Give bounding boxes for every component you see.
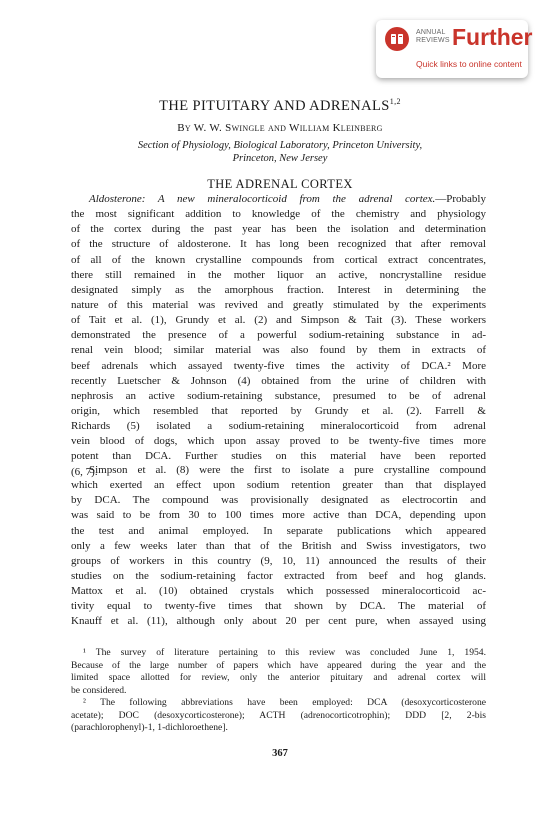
- paragraph-line-lead: [71, 192, 486, 207]
- text-line: Richards (5) isolated a sodium-retaining mineralocorticoid from adrenal: [71, 420, 486, 433]
- paragraph-lead-heading: Aldosterone: A new mineralocorticoid from the adrenal cortex.: [89, 193, 436, 205]
- footnote-1: [71, 647, 486, 697]
- badge-brand-line2: REVIEWS: [416, 37, 450, 44]
- text-line: of Tait et al. (1), Grundy et al. (2) and Simpson & Tait (3). These workers: [71, 314, 486, 327]
- text-line: Because of the large number of papers which have appeared during the year and the: [71, 659, 486, 671]
- paragraph2-lines: [71, 463, 486, 630]
- text-line: Mattox et al. (10) obtained crystals which possessed mineralocorticoid ac-: [71, 585, 486, 598]
- text-line: which exerted an effect upon sodium retention greater than that displayed: [71, 479, 486, 492]
- article-title-text: THE PITUITARY AND ADRENALS: [159, 97, 390, 114]
- text-line: renal vein blood; similar material was also found by them in extracts of: [71, 344, 486, 357]
- badge-subtitle: Quick links to online content: [416, 59, 522, 69]
- text-line: Knauff et al. (11), although only about 20 per cent pure, when assayed using: [71, 615, 486, 628]
- affiliation-line2: Princeton, New Jersey: [232, 153, 328, 164]
- page-number: 367: [272, 748, 288, 759]
- text-line: nephrosis an active sodium-retaining substance, presumed to be of adrenal: [71, 389, 486, 402]
- footnote-2: [71, 697, 486, 735]
- text-line: beef adrenals which assayed twenty-five times the activity of DCA.² More: [71, 359, 486, 372]
- footnote2-lines: [71, 697, 486, 735]
- authors: By W. W. Swingle and William Kleinberg: [177, 122, 383, 134]
- paragraph-aldosterone: [71, 192, 486, 480]
- text-line: vein blood of dogs, which upon assay proved to be twenty-five times more: [71, 435, 486, 448]
- text-line: the most significant addition to knowledge of the chemistry and physiology: [71, 208, 486, 221]
- text-line: (parachlorophenyl)-1, 1-dichloroethene].: [71, 722, 228, 733]
- footnote1-lines: [71, 647, 486, 697]
- text-line: by DCA. The compound was provisionally designated as electrocortin and: [71, 494, 486, 507]
- text-line: tivity equal to twenty-five times that shown by DCA. The material of: [71, 600, 486, 613]
- text-line: acetate); DOC (desoxycorticosterone); ACTH (adrenocorticotrophin); DDD [2, 2-bis: [71, 709, 486, 721]
- text-line: studies on the sodium-retaining factor extracted from beef and hog glands.: [71, 569, 486, 582]
- text-line: Simpson et al. (8) were the first to isolate a pure crystalline compound: [89, 464, 486, 476]
- badge-brand-line1: ANNUAL: [416, 29, 446, 36]
- text-line: ² The following abbreviations have been employed: DCA (desoxycorticosterone: [83, 697, 486, 708]
- text-line: there still remained in the mother liquor an active, noncrystalline residue: [71, 268, 486, 281]
- text-line: demonstrated the presence of a powerful sodium-retaining substance in ad-: [71, 329, 486, 342]
- text-line: potent than DCA. Further studies on this material have been reported: [71, 450, 486, 463]
- paragraph-simpson: [71, 463, 486, 630]
- text-line: groups of workers in this country (9, 10, 11) announced the results of their: [71, 554, 486, 567]
- badge-name: Further: [452, 24, 533, 50]
- further-badge-link[interactable]: [376, 20, 533, 78]
- title-footnote-marks: 1,2: [389, 97, 401, 106]
- text-line: designated simply as the amorphous fraction. Interest in determining the: [71, 283, 486, 296]
- text-line: ¹ The survey of literature pertaining to this review was concluded June 1, 1954.: [83, 647, 486, 658]
- badge-brand: [416, 29, 450, 45]
- section-title: THE ADRENAL CORTEX: [207, 177, 353, 191]
- article-title: [0, 97, 560, 115]
- text-line: was said to be from 30 to 100 times more active than DCA, depending upon: [71, 509, 486, 522]
- paragraph-lead-rest: —Probably: [435, 193, 486, 205]
- text-line: the test and animal employed. In separate publications which appeared: [71, 524, 486, 537]
- text-line: recently Luetscher & Johnson (4) obtained from the urine of children with: [71, 374, 486, 387]
- text-line: origin, which resembled that reported by Grundy et al. (2). Farrell &: [71, 404, 486, 417]
- text-line: of the structure of aldosterone. It has long been recognized that after removal: [71, 238, 486, 251]
- text-line: of the cortex during the past year has been the isolation and determination: [71, 223, 486, 236]
- paragraph1-lines: [71, 207, 486, 480]
- text-line: limited space allotted for review, only the anterior pituitary and adrenal cortex will: [71, 672, 486, 683]
- text-line: be considered.: [71, 684, 127, 696]
- annual-reviews-logo-icon: [385, 27, 409, 51]
- text-line: (6, 7).: [71, 465, 98, 478]
- text-line: only a few weeks later than that of the British and Swiss investigators, two: [71, 539, 486, 552]
- text-line: nature of this material was revived and greatly stimulated by the experiments: [71, 298, 486, 311]
- affiliation: [0, 139, 560, 165]
- text-line: of all of the known crystalline compounds from cortical extract concentrates,: [71, 253, 486, 266]
- affiliation-line1: Section of Physiology, Biological Laboratory, Princeton University,: [137, 140, 423, 151]
